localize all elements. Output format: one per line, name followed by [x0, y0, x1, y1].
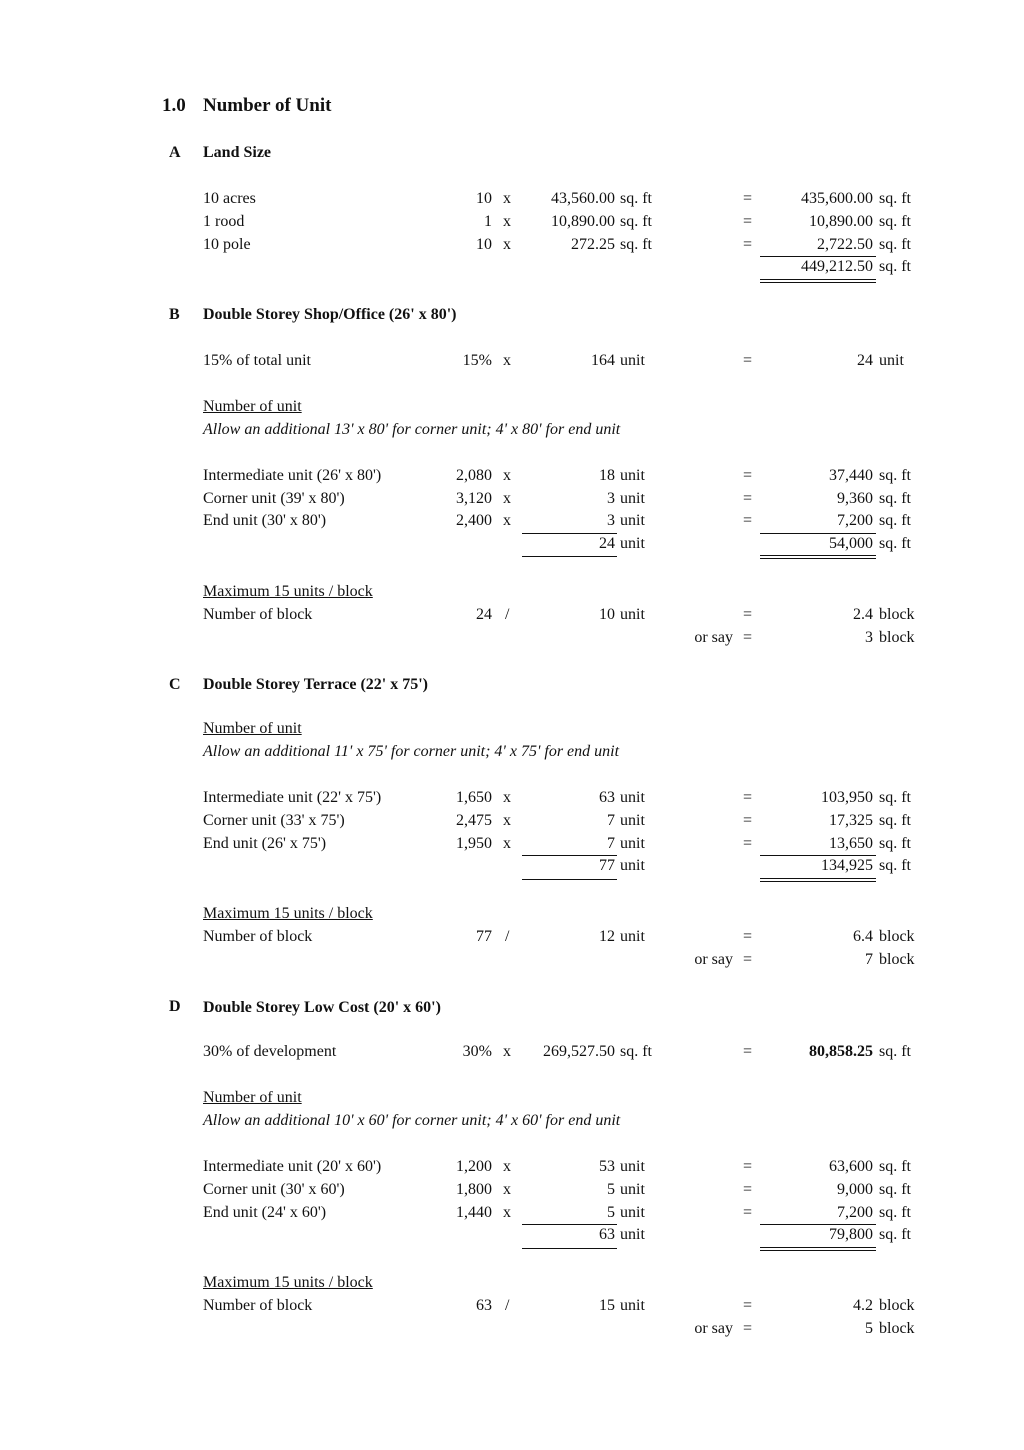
row-operator: x [503, 467, 511, 484]
row-unit: unit [620, 835, 645, 852]
row-label: End unit (24' x 60') [203, 1204, 327, 1221]
b-allowance-note: Allow an additional 13' x 80' for corner unit; 4' x 80' for end unit [203, 421, 621, 438]
row-unit: sq. ft [620, 1043, 652, 1060]
section-b-letter: B [169, 306, 180, 323]
row-equals: = [743, 1297, 753, 1314]
row-value: 272.25 [571, 236, 615, 253]
row-equals: = [743, 1181, 753, 1198]
c-total-area-unit: sq. ft [879, 857, 911, 874]
row-equals: = [743, 835, 753, 852]
row-label: Number of block [203, 606, 313, 623]
row-label: Intermediate unit (22' x 75') [203, 789, 382, 806]
c-allowance-note: Allow an additional 11' x 75' for corner unit; 4' x 75' for end unit [203, 743, 620, 760]
row-result: 2.4 [853, 606, 873, 623]
row-result: 3 [865, 629, 873, 646]
total-double-rule [760, 1247, 876, 1251]
row-value: 15 [599, 1297, 615, 1314]
row-result-unit: sq. ft [879, 490, 911, 507]
row-equals: = [743, 928, 753, 945]
b-total-units-label: unit [620, 535, 645, 552]
total-rule [522, 1248, 617, 1249]
section-a-letter: A [169, 144, 181, 161]
row-value: 18 [599, 467, 615, 484]
section-c-letter: C [169, 676, 181, 693]
row-result: 435,600.00 [801, 190, 873, 207]
row-operator: x [503, 490, 511, 507]
row-qty: 1,440 [456, 1204, 492, 1221]
row-operator: x [503, 512, 511, 529]
d-total-area: 79,800 [829, 1226, 873, 1243]
row-qty: 30% [462, 1043, 492, 1060]
row-label: Corner unit (39' x 80') [203, 490, 345, 507]
land-total-unit: sq. ft [879, 258, 911, 275]
row-operator: / [505, 928, 510, 945]
row-result-unit: block [879, 629, 915, 646]
row-operator: x [503, 1204, 511, 1221]
d-allowance-note: Allow an additional 10' x 60' for corner unit; 4' x 60' for end unit [203, 1112, 621, 1129]
row-unit: unit [620, 467, 645, 484]
row-value: 5 [607, 1204, 615, 1221]
row-equals: = [743, 951, 753, 968]
row-value: 7 [607, 812, 615, 829]
row-value: 3 [607, 512, 615, 529]
row-label: Corner unit (30' x 60') [203, 1181, 345, 1198]
row-result-unit: sq. ft [879, 835, 911, 852]
d-max-units-label: Maximum 15 units / block [203, 1274, 373, 1291]
row-unit: unit [620, 789, 645, 806]
row-unit: unit [620, 812, 645, 829]
row-unit: sq. ft [620, 213, 652, 230]
row-qty: 77 [476, 928, 492, 945]
row-label: 1 rood [203, 213, 245, 230]
row-result: 63,600 [829, 1158, 873, 1175]
row-result-unit: sq. ft [879, 1181, 911, 1198]
row-qty: 2,475 [456, 812, 492, 829]
row-operator: x [503, 213, 511, 230]
row-operator: / [505, 606, 510, 623]
or-say-label: or say [694, 629, 733, 646]
row-equals: = [743, 190, 753, 207]
row-label: Intermediate unit (20' x 60') [203, 1158, 382, 1175]
c-total-area: 134,925 [821, 857, 873, 874]
row-qty: 1,650 [456, 789, 492, 806]
c-max-units-label: Maximum 15 units / block [203, 905, 373, 922]
row-qty: 2,080 [456, 467, 492, 484]
row-result-unit: sq. ft [879, 1158, 911, 1175]
row-value: 269,527.50 [543, 1043, 615, 1060]
total-rule [522, 556, 617, 557]
row-value: 5 [607, 1181, 615, 1198]
b-max-units-label: Maximum 15 units / block [203, 583, 373, 600]
row-equals: = [743, 1320, 753, 1337]
total-double-rule [760, 279, 876, 283]
row-label: End unit (30' x 80') [203, 512, 327, 529]
row-equals: = [743, 467, 753, 484]
row-equals: = [743, 512, 753, 529]
row-equals: = [743, 629, 753, 646]
row-result-unit: block [879, 1297, 915, 1314]
row-result: 37,440 [829, 467, 873, 484]
row-value: 3 [607, 490, 615, 507]
row-label: Intermediate unit (26' x 80') [203, 467, 382, 484]
row-equals: = [743, 1158, 753, 1175]
row-unit: unit [620, 928, 645, 945]
row-result-unit: sq. ft [879, 213, 911, 230]
c-total-units-label: unit [620, 857, 645, 874]
row-unit: sq. ft [620, 236, 652, 253]
row-unit: unit [620, 606, 645, 623]
row-operator: x [503, 1158, 511, 1175]
row-operator: x [503, 835, 511, 852]
row-value: 43,560.00 [551, 190, 615, 207]
row-equals: = [743, 236, 753, 253]
row-label: Number of block [203, 1297, 313, 1314]
d-total-area-unit: sq. ft [879, 1226, 911, 1243]
row-result: 7,200 [837, 512, 873, 529]
row-label: 15% of total unit [203, 352, 311, 369]
row-operator: x [503, 236, 511, 253]
d-total-units: 63 [599, 1226, 615, 1243]
row-qty: 24 [476, 606, 492, 623]
section-d-letter: D [169, 998, 181, 1015]
row-result-unit: sq. ft [879, 190, 911, 207]
row-qty: 1 [484, 213, 492, 230]
row-equals: = [743, 1043, 753, 1060]
row-result: 2,722.50 [817, 236, 873, 253]
row-unit: unit [620, 1181, 645, 1198]
b-number-of-unit-label: Number of unit [203, 398, 302, 415]
row-label: 10 pole [203, 236, 251, 253]
row-result-unit: sq. ft [879, 1043, 911, 1060]
row-result: 80,858.25 [809, 1043, 873, 1060]
row-operator: x [503, 352, 511, 369]
row-result: 6.4 [853, 928, 873, 945]
row-result-unit: sq. ft [879, 1204, 911, 1221]
row-result: 24 [857, 352, 873, 369]
row-qty: 2,400 [456, 512, 492, 529]
total-rule [522, 879, 617, 880]
row-qty: 63 [476, 1297, 492, 1314]
row-qty: 1,200 [456, 1158, 492, 1175]
row-label: Corner unit (33' x 75') [203, 812, 345, 829]
row-operator: x [503, 789, 511, 806]
row-result: 5 [865, 1320, 873, 1337]
land-total-result: 449,212.50 [801, 258, 873, 275]
c-total-units: 77 [599, 857, 615, 874]
row-unit: sq. ft [620, 190, 652, 207]
total-double-rule [760, 878, 876, 882]
section-a-title: Land Size [203, 144, 272, 161]
row-result: 4.2 [853, 1297, 873, 1314]
row-equals: = [743, 352, 753, 369]
section-d-title: Double Storey Low Cost (20' x 60') [203, 999, 441, 1016]
row-equals: = [743, 490, 753, 507]
section-c-title: Double Storey Terrace (22' x 75') [203, 676, 429, 693]
row-value: 10,890.00 [551, 213, 615, 230]
row-operator: x [503, 1181, 511, 1198]
row-qty: 1,950 [456, 835, 492, 852]
row-result-unit: block [879, 951, 915, 968]
row-unit: unit [620, 1158, 645, 1175]
row-equals: = [743, 213, 753, 230]
row-operator: x [503, 190, 511, 207]
row-qty: 10 [476, 190, 492, 207]
row-result-unit: block [879, 1320, 915, 1337]
total-double-rule [760, 555, 876, 559]
section-b-title: Double Storey Shop/Office (26' x 80') [203, 306, 457, 323]
row-unit: unit [620, 512, 645, 529]
row-qty: 3,120 [456, 490, 492, 507]
row-unit: unit [620, 352, 645, 369]
row-unit: unit [620, 1204, 645, 1221]
or-say-label: or say [694, 1320, 733, 1337]
d-total-units-label: unit [620, 1226, 645, 1243]
row-operator: x [503, 812, 511, 829]
row-result: 9,000 [837, 1181, 873, 1198]
row-result-unit: sq. ft [879, 789, 911, 806]
row-value: 63 [599, 789, 615, 806]
row-result-unit: sq. ft [879, 467, 911, 484]
row-label: Number of block [203, 928, 313, 945]
row-value: 12 [599, 928, 615, 945]
row-operator: x [503, 1043, 511, 1060]
row-result-unit: sq. ft [879, 512, 911, 529]
row-result: 7 [865, 951, 873, 968]
row-unit: unit [620, 1297, 645, 1314]
b-total-units: 24 [599, 535, 615, 552]
row-value: 164 [591, 352, 615, 369]
row-equals: = [743, 606, 753, 623]
row-result-unit: sq. ft [879, 812, 911, 829]
row-equals: = [743, 789, 753, 806]
or-say-label: or say [694, 951, 733, 968]
row-operator: / [505, 1297, 510, 1314]
row-qty: 10 [476, 236, 492, 253]
row-result: 10,890.00 [809, 213, 873, 230]
row-unit: unit [620, 490, 645, 507]
row-value: 53 [599, 1158, 615, 1175]
row-qty: 1,800 [456, 1181, 492, 1198]
row-equals: = [743, 812, 753, 829]
row-value: 10 [599, 606, 615, 623]
row-result-unit: unit [879, 352, 904, 369]
row-result: 17,325 [829, 812, 873, 829]
row-result-unit: block [879, 928, 915, 945]
row-result: 9,360 [837, 490, 873, 507]
heading-number: 1.0 [162, 95, 186, 116]
b-total-area-unit: sq. ft [879, 535, 911, 552]
row-value: 7 [607, 835, 615, 852]
row-result: 103,950 [821, 789, 873, 806]
page-title: Number of Unit [203, 95, 332, 116]
row-equals: = [743, 1204, 753, 1221]
row-label: 30% of development [203, 1043, 337, 1060]
b-total-area: 54,000 [829, 535, 873, 552]
row-result-unit: block [879, 606, 915, 623]
row-result: 13,650 [829, 835, 873, 852]
row-result-unit: sq. ft [879, 236, 911, 253]
row-label: 10 acres [203, 190, 256, 207]
row-label: End unit (26' x 75') [203, 835, 327, 852]
row-qty: 15% [462, 352, 492, 369]
d-number-of-unit-label: Number of unit [203, 1089, 302, 1106]
row-result: 7,200 [837, 1204, 873, 1221]
c-number-of-unit-label: Number of unit [203, 720, 302, 737]
